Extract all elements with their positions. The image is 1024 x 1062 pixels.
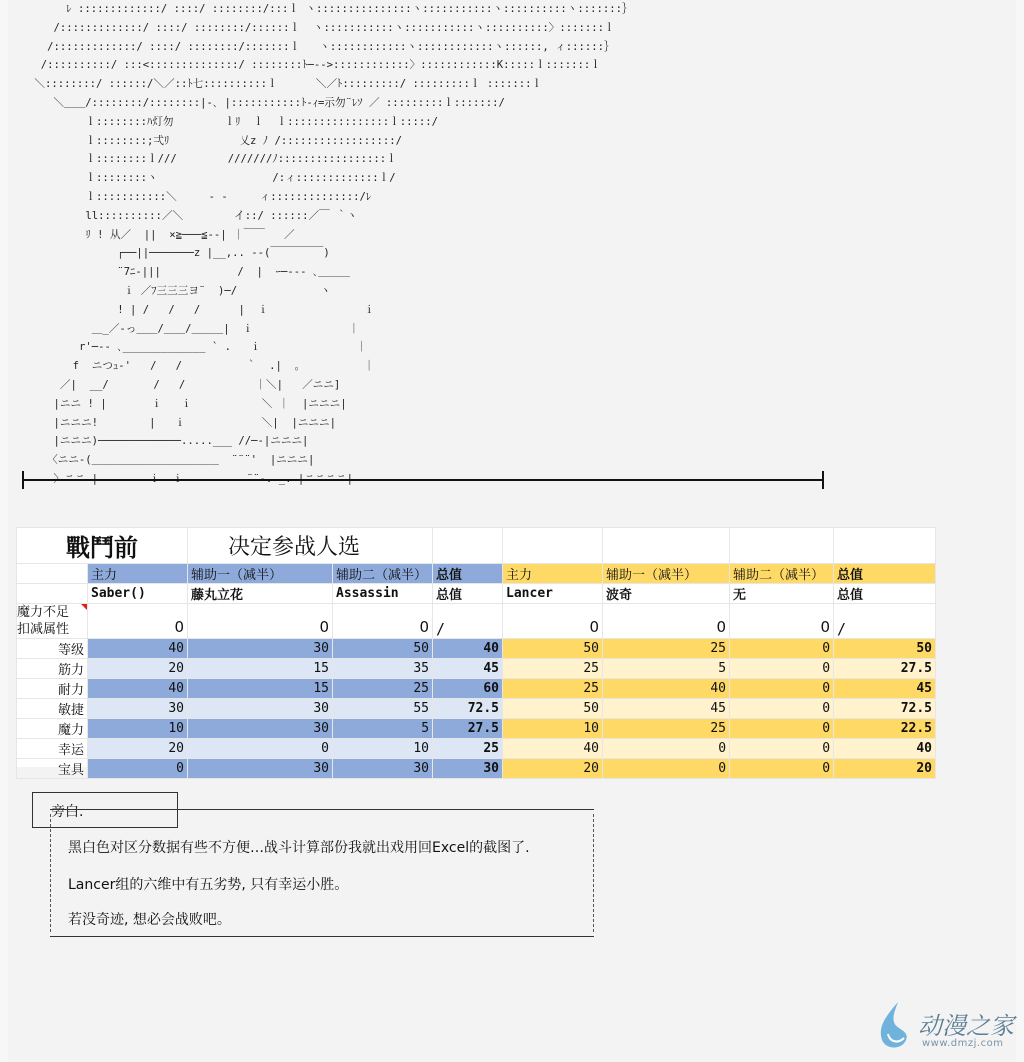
yellow-stat-cell: 50 bbox=[503, 699, 603, 719]
stat-label: 等级 bbox=[17, 639, 88, 659]
blue-stat-cell: 72.5 bbox=[433, 699, 503, 719]
yellow-stat-cell: 45 bbox=[603, 699, 730, 719]
blue-stat-cell: 0 bbox=[88, 759, 188, 779]
blue-stat-cell: 10 bbox=[88, 719, 188, 739]
rule-left-end bbox=[22, 471, 24, 489]
yellow-stat-cell: 20 bbox=[834, 759, 936, 779]
blue-stat-cell: 0 bbox=[188, 739, 333, 759]
sheet-title: 戰鬥前 bbox=[17, 528, 188, 564]
speaker-name: 旁白. bbox=[51, 804, 84, 820]
yellow-stat-cell: 25 bbox=[603, 639, 730, 659]
yellow-stat-cell: 25 bbox=[503, 659, 603, 679]
horizontal-rule bbox=[22, 479, 824, 481]
blue-stat-cell: 40 bbox=[88, 679, 188, 699]
blue-stat-cell: 30 bbox=[188, 639, 333, 659]
blue-stat-cell: 50 bbox=[333, 639, 433, 659]
blue-stat-cell: 35 bbox=[333, 659, 433, 679]
blue-mana-main: 0 bbox=[88, 604, 188, 639]
blue-stat-cell: 30 bbox=[88, 699, 188, 719]
yellow-mana-main: 0 bbox=[503, 604, 603, 639]
blue-stat-cell: 30 bbox=[188, 719, 333, 739]
blue-mana-support2: 0 bbox=[333, 604, 433, 639]
blue-name-total: 总值 bbox=[433, 584, 503, 604]
page-content bbox=[8, 0, 1016, 1062]
stat-row bbox=[17, 739, 936, 759]
yellow-stat-cell: 40 bbox=[603, 679, 730, 699]
watermark-url: www.dmzj.com bbox=[922, 1038, 1004, 1049]
yellow-stat-cell: 0 bbox=[730, 719, 834, 739]
blue-mana-support1: 0 bbox=[188, 604, 333, 639]
narration-line: 黑白色对区分数据有些不方便…战斗计算部份我就出戏用回Excel的截图了. bbox=[68, 840, 530, 856]
yellow-stat-cell: 22.5 bbox=[834, 719, 936, 739]
blue-stat-cell: 45 bbox=[433, 659, 503, 679]
blue-header-main: 主力 bbox=[88, 564, 188, 584]
blue-stat-cell: 55 bbox=[333, 699, 433, 719]
yellow-stat-cell: 27.5 bbox=[834, 659, 936, 679]
blue-name-main: Saber() bbox=[88, 584, 188, 604]
yellow-mana-total: / bbox=[834, 604, 936, 639]
watermark bbox=[874, 998, 1024, 1054]
blue-name-support1: 藤丸立花 bbox=[188, 584, 333, 604]
yellow-stat-cell: 5 bbox=[603, 659, 730, 679]
blue-header-total: 总值 bbox=[433, 564, 503, 584]
stat-row bbox=[17, 759, 936, 779]
watermark-name: 动漫之家 bbox=[918, 1012, 1014, 1040]
stat-label: 宝具 bbox=[17, 759, 88, 779]
yellow-stat-cell: 0 bbox=[603, 739, 730, 759]
yellow-header-support1: 辅助一（减半） bbox=[603, 564, 730, 584]
stat-row bbox=[17, 639, 936, 659]
blue-stat-cell: 15 bbox=[188, 679, 333, 699]
yellow-stat-cell: 0 bbox=[730, 699, 834, 719]
mana-shortage-row bbox=[17, 604, 936, 639]
blue-stat-cell: 5 bbox=[333, 719, 433, 739]
narration-line: Lancer组的六维中有五劣势, 只有幸运小胜。 bbox=[68, 877, 349, 893]
yellow-header-total: 总值 bbox=[834, 564, 936, 584]
yellow-stat-cell: 50 bbox=[503, 639, 603, 659]
role-header-row bbox=[17, 564, 936, 584]
yellow-stat-cell: 45 bbox=[834, 679, 936, 699]
name-row bbox=[17, 584, 936, 604]
narration-line: 若没奇迹, 想必会战败吧。 bbox=[68, 912, 231, 928]
ascii-art bbox=[28, 0, 633, 470]
watermark-drop-icon bbox=[874, 1000, 914, 1052]
yellow-stat-cell: 0 bbox=[603, 759, 730, 779]
blue-stat-cell: 30 bbox=[188, 699, 333, 719]
blue-stat-cell: 20 bbox=[88, 659, 188, 679]
sheet-subtitle: 决定参战人选 bbox=[188, 528, 433, 564]
blue-stat-cell: 25 bbox=[333, 679, 433, 699]
stat-row bbox=[17, 659, 936, 679]
stat-row bbox=[17, 699, 936, 719]
mana-shortage-label bbox=[17, 604, 88, 639]
yellow-stat-cell: 40 bbox=[503, 739, 603, 759]
yellow-name-total: 总值 bbox=[834, 584, 936, 604]
stat-row bbox=[17, 679, 936, 699]
yellow-stat-cell: 0 bbox=[730, 659, 834, 679]
yellow-stat-cell: 25 bbox=[603, 719, 730, 739]
rule-right-end bbox=[822, 471, 824, 489]
yellow-name-main: Lancer bbox=[503, 584, 603, 604]
title-row bbox=[17, 528, 936, 564]
blue-stat-cell: 25 bbox=[433, 739, 503, 759]
blue-stat-cell: 20 bbox=[88, 739, 188, 759]
stat-row bbox=[17, 719, 936, 739]
stat-label: 耐力 bbox=[17, 679, 88, 699]
blue-stat-cell: 40 bbox=[433, 639, 503, 659]
blue-stat-cell: 15 bbox=[188, 659, 333, 679]
stat-label: 幸运 bbox=[17, 739, 88, 759]
yellow-mana-support2: 0 bbox=[730, 604, 834, 639]
yellow-stat-cell: 50 bbox=[834, 639, 936, 659]
yellow-stat-cell: 0 bbox=[730, 759, 834, 779]
blue-stat-cell: 60 bbox=[433, 679, 503, 699]
blue-name-support2: Assassin bbox=[333, 584, 433, 604]
yellow-mana-support1: 0 bbox=[603, 604, 730, 639]
blue-stat-cell: 10 bbox=[333, 739, 433, 759]
blue-stat-cell: 27.5 bbox=[433, 719, 503, 739]
yellow-name-support1: 波奇 bbox=[603, 584, 730, 604]
stat-label: 筋力 bbox=[17, 659, 88, 679]
mana-label-line2: 扣减属性 bbox=[17, 622, 70, 637]
yellow-stat-cell: 20 bbox=[503, 759, 603, 779]
yellow-stat-cell: 40 bbox=[834, 739, 936, 759]
stat-label: 魔力 bbox=[17, 719, 88, 739]
blue-stat-cell: 30 bbox=[188, 759, 333, 779]
narration-box bbox=[50, 809, 594, 937]
blue-header-support1: 辅助一（减半） bbox=[188, 564, 333, 584]
blue-stat-cell: 30 bbox=[433, 759, 503, 779]
stats-table bbox=[16, 527, 936, 779]
stat-rows bbox=[17, 639, 936, 779]
mana-label-line1: 魔力不足 bbox=[17, 605, 70, 620]
stat-label: 敏捷 bbox=[17, 699, 88, 719]
blue-mana-total: / bbox=[433, 604, 503, 639]
yellow-stat-cell: 0 bbox=[730, 739, 834, 759]
ascii-art-text: ﾚ :::::::::::::/ ::::/ ::::::::/:::ｌ ヽ:::::::::::::::ヽ:::::::::::ヽ::::::::::ヽ:::::::｝ /:::::::::::::/ ::::/ ::::::::/::::::ｌ ヽ:::::::::::ヽ:::::::::::ヽ::::::::::〉:::::::ｌ /:::::::::::::/ ::::/ ::::::::/:::::::ｌ ヽ::::::::::::ヽ::::::::::::ヽ::::::, ィ::::::｝ /::::::::::/ :::<::::::::::::::/ ::::::::ﾄ─‐‐>::::::::::::〉::::::::::::K:::::ｌ:::::::ｌ ＼::::::::/ ::::::/＼／::ﾄ七::::::::::ｌ ＼／ﾄ:::::::::/ :::::::::ｌ :::::::ｌ ＼＿＿/::::::::/::::::::|-､ |:::::::::::ﾄ-ｨ=示勿¨ﾚｿ ／ :::::::::ｌ:::::::/ ｌ::::::::ﾊ灯勿 ｌﾘ ｌ ｌ::::::::::::::::ｌ:::::/ ｌ::::::::;弌ﾘ 乂z ﾉ /::::::::::::::::::/ ｌ::::::::ｌ/// ///////ﾉ:::::::::::::::::ｌ ｌ::::::::ヽ /:ィ:::::::::::::ｌ/ ｌ:::::::::::＼ - - ィ::::::::::::::/ﾚ ll::::::::::／＼ イ::/ ::::::／￣ ｀ヽ ﾘ ! 从／ || ×≧───≦-‐| ｜￣￣ ／ ┌──||───────z |__,.. -‐(￣￣￣￣￣) ¨7ﾆ‐||| / | ｰ─‐-- ､＿＿＿ ｉ ／ﾌ三三三ヨ¨ )─/ ヽ ! | / / / | ｉ ｉ ＿_／‐っ＿＿/＿＿/＿＿＿| ｉ ｜ r'─‐- ､_____________ ` . ｉ ｜ f ニつｭ-' / / ｀ .| ｡ ｜ ／| __/ / / ｜＼| ／ニニ] |ニニ ! | ｉ ｉ ＼ ｜ |ニニニ| |ニニニ! | ｉ ＼| |ニニニ| |ニニニ)─────────────.....___ //─‐|ニニニ| 〈ニニ-(＿＿＿＿＿＿＿＿＿＿＿＿ ¨¨¨' |ニニニ| bbox=[34, 3, 633, 467]
blue-stat-cell: 40 bbox=[88, 639, 188, 659]
yellow-stat-cell: 10 bbox=[503, 719, 603, 739]
yellow-header-main: 主力 bbox=[503, 564, 603, 584]
yellow-stat-cell: 25 bbox=[503, 679, 603, 699]
yellow-header-support2: 辅助二（减半） bbox=[730, 564, 834, 584]
blue-stat-cell: 30 bbox=[333, 759, 433, 779]
yellow-stat-cell: 72.5 bbox=[834, 699, 936, 719]
blue-header-support2: 辅助二（减半） bbox=[333, 564, 433, 584]
yellow-name-support2: 无 bbox=[730, 584, 834, 604]
battle-stats-sheet bbox=[16, 527, 935, 778]
yellow-stat-cell: 0 bbox=[730, 639, 834, 659]
yellow-stat-cell: 0 bbox=[730, 679, 834, 699]
